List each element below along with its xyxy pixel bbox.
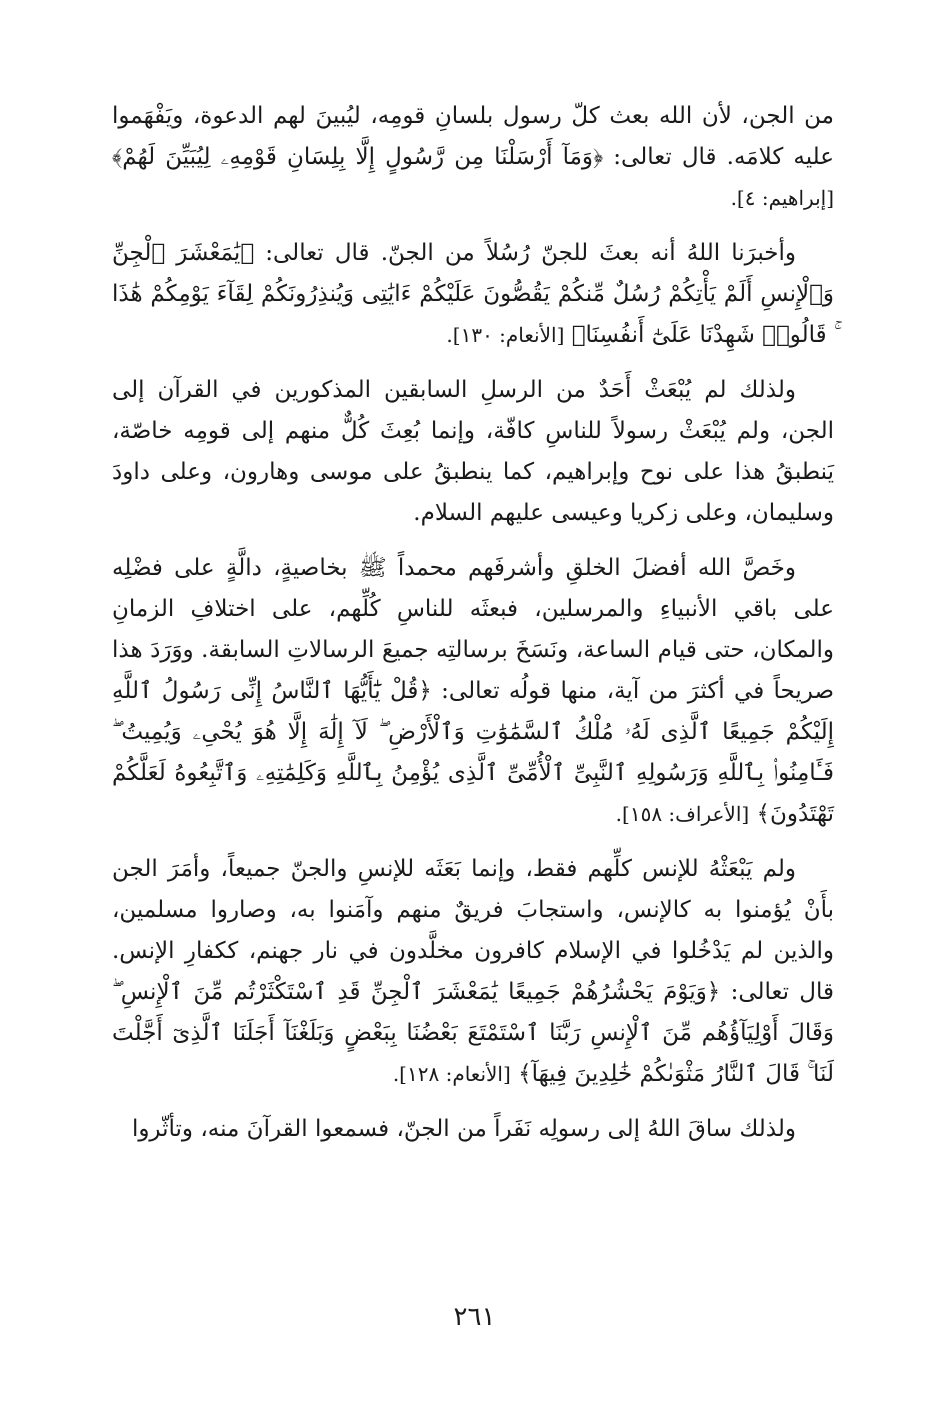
paragraph-6-text: ولذلك ساقَ اللهُ إلى رسولِه نَفَراً من الجنّ، فسمعوا القرآنَ منه، وتأثّروا — [131, 1116, 796, 1142]
paragraph-2 — [112, 233, 834, 356]
paragraph-1-text: من الجن، لأن الله بعث كلّ رسول بلسانِ قومِه، ليُبينَ لهم الدعوة، ويَفْهَموا عليه كلامَه. قال تعالى: ﴿وَمَآ أَرْسَلْنَا مِن رَّسُولٍ إِلَّا بِلِسَانِ قَوْمِهِۦ لِيُبَيِّنَ لَهُمْ﴾ — [112, 103, 834, 170]
page-number: ٢٦١ — [453, 1302, 496, 1332]
paragraph-2-text: وأخبرَنا اللهُ أنه بعثَ للجنّ رُسُلاً من الجنّ. قال تعالى: ﴿يَٰمَعْشَرَ ٱلْجِنِّ وَٱلْإِنسِ أَلَمْ يَأْتِكُمْ رُسُلٌ مِّنكُمْ يَقُصُّونَ عَلَيْكُمْ ءَايَٰتِى وَيُنذِرُونَكُمْ لِقَآءَ يَوْمِكُمْ هَٰذَا ۚ قَالُوا۟ شَهِدْنَا عَلَىٰٓ أَنفُسِنَا﴾ — [112, 240, 834, 348]
paragraph-1-reference: [إبراهيم: ٤]. — [730, 186, 834, 210]
paragraph-5-reference: [الأنعام: ١٢٨]. — [392, 1062, 511, 1086]
paragraph-6 — [112, 1109, 834, 1150]
paragraph-4-reference: [الأعراف: ١٥٨]. — [615, 802, 750, 826]
page-body — [112, 96, 834, 1164]
paragraph-2-reference: [الأنعام: ١٣٠]. — [446, 323, 565, 347]
paragraph-4 — [112, 548, 834, 835]
paragraph-5-text: ولم يَبْعَثْهُ للإنس كلِّهم فقط، وإنما بَعَثَه للإنسِ والجنّ جميعاً، وأمَرَ الجن بأَنْ يُؤمنوا به كالإنس، واستجابَ فريقٌ منهم وآمَنوا به، وصاروا مسلمين، والذين لم يَدْخُلوا في الإسلام كافرون مخلَّدون في نار جهنم، ككفارِ الإنس. قال تعالى: ﴿وَيَوْمَ يَحْشُرُهُمْ جَمِيعًا يَٰمَعْشَرَ ٱلْجِنِّ قَدِ ٱسْتَكْثَرْتُم مِّنَ ٱلْإِنسِ ۖ وَقَالَ أَوْلِيَآؤُهُم مِّنَ ٱلْإِنسِ رَبَّنَا ٱسْتَمْتَعَ بَعْضُنَا بِبَعْضٍ وَبَلَغْنَآ أَجَلَنَا ٱلَّذِىٓ أَجَّلْتَ لَنَا ۚ قَالَ ٱلنَّارُ مَثْوَىٰكُمْ خَٰلِدِينَ فِيهَآ﴾ — [112, 856, 834, 1087]
paragraph-5 — [112, 849, 834, 1095]
paragraph-1 — [112, 96, 834, 219]
paragraph-3-text: ولذلك لم يُبْعَثْ أَحَدٌ من الرسلِ السابقين المذكورين في القرآن إلى الجن، ولم يُبْعَثْ رسولاً للناسِ كافّة، وإنما بُعِثَ كُلٌّ منهم إلى قومِه خاصّة، يَنطبقُ هذا على نوح وإبراهيم، كما ينطبقُ على موسى وهارون، وعلى داودَ وسليمان، وعلى زكريا وعيسى عليهم السلام. — [112, 377, 834, 526]
paragraph-3 — [112, 370, 834, 534]
paragraph-4-text: وخَصَّ الله أفضلَ الخلقِ وأشرفَهم محمداً ﷺ بخاصيةٍ، دالَّةٍ على فضْلِه على باقي الأنبياءِ والمرسلين، فبعثَه للناسِ كُلِّهم، على اختلافِ الزمانِ والمكان، حتى قيام الساعة، ونَسَخَ برسالتِه جميعَ الرسالاتِ السابقة. ووَرَدَ هذا صريحاً في أكثرَ من آية، منها قولُه تعالى: ﴿قُلْ يَٰٓأَيُّهَا ٱلنَّاسُ إِنِّى رَسُولُ ٱللَّهِ إِلَيْكُمْ جَمِيعًا ٱلَّذِى لَهُۥ مُلْكُ ٱلسَّمَٰوَٰتِ وَٱلْأَرْضِ ۖ لَآ إِلَٰهَ إِلَّا هُوَ يُحْىِۦ وَيُمِيتُ ۖ فَـَٔامِنُوا۟ بِٱللَّهِ وَرَسُولِهِ ٱلنَّبِىِّ ٱلْأُمِّىِّ ٱلَّذِى يُؤْمِنُ بِٱللَّهِ وَكَلِمَٰتِهِۦ وَٱتَّبِعُوهُ لَعَلَّكُمْ تَهْتَدُونَ﴾ — [112, 555, 834, 827]
